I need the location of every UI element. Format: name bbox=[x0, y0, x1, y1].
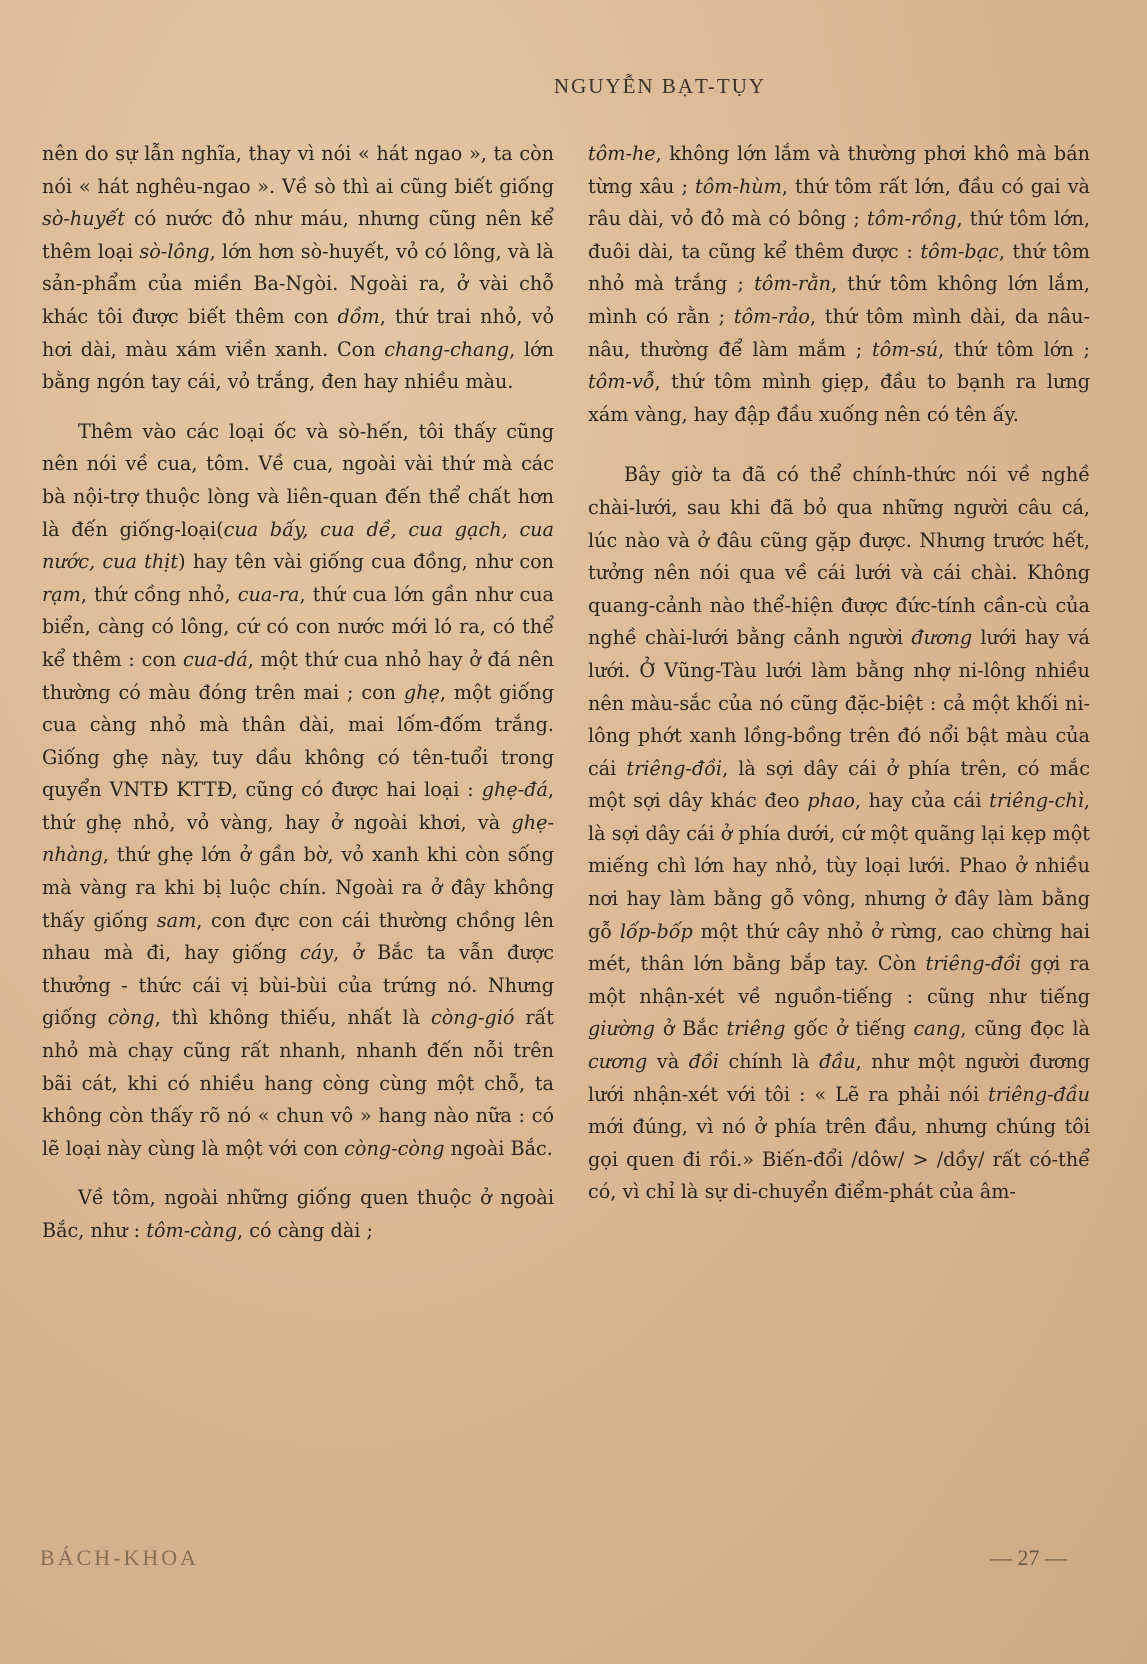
magazine-footer: BÁCH-KHOA bbox=[40, 1545, 199, 1570]
left-paragraph-2: Thêm vào các loại ốc và sò-hến, tôi thấy cũng nên nói về cua, tôm. Về cua, ngoài vài thứ mà các bà nội-trợ thuộc lòng và liên-quan đến thể chất hơn là đến giống-loại(cua bấy, cua dề, cua gạch, cua nước, cua thịt) hay tên vài giống cua đồng, như con rạm, thứ cồng nhỏ, cua-ra, thứ cua lớn gần như cua biển, càng có lông, cứ có con nước mới ló ra, có thể kể thêm : con cua-dá, một thứ cua nhỏ hay ở đá nên thường có màu đóng trên mai ; con ghẹ, một giống cua càng nhỏ mà thân dài, mai lốm-đốm trắng. Giống ghẹ này, tuy dầu không có tên-tuổi trong quyển VNTĐ KTTĐ, cũng có được hai loại : ghẹ-đá, thứ ghẹ nhỏ, vỏ vàng, hay ở ngoài khơi, và ghẹ-nhàng, thứ ghẹ lớn ở gần bờ, vỏ xanh khi còn sống mà vàng ra khi bị luộc chín. Ngoài ra ở đây không thấy giống sam, con đực con cái thường chồng lên nhau mà đi, hay giống cáy, ở Bắc ta vẫn được thưởng - thức cái vị bùi-bùi của trứng nó. Nhưng giống còng, thì không thiếu, nhất là còng-gió rất nhỏ mà chạy cũng rất nhanh, nhanh đến nỗi trên bãi cát, khi có nhiều hang còng cùng một chỗ, ta không còn thấy rõ nó « chun vô » hang nào nữa : có lẽ loại này cùng là một với con còng-còng ngoài Bắc. bbox=[42, 419, 554, 1160]
right-paragraph-2: Bây giờ ta đã có thể chính-thức nói về nghề chài-lưới, sau khi đã bỏ qua những người câu cá, lúc nào và ở đâu cũng gặp được. Nhưng trước hết, tưởng nên nói qua về cái lưới và cái chài. Không quang-cảnh nào thể-hiện được đức-tính cần-cù của nghề chài-lưới bằng cảnh người đương lưới hay vá lưới. Ở Vũng-Tàu lưới làm bằng nhợ ni-lông nhiều nên màu-sắc của nó cũng đặc-biệt : cả một khối ni-lông phớt xanh lồng-bồng trên đó nổi bật màu của cái triêng-đồi, là sợi dây cái ở phía trên, có mắc một sợi dây khác đeo phao, hay của cái triêng-chì, là sợi dây cái ở phía dưới, cứ một quãng lại kẹp một miếng chì lớn hay nhỏ, tùy loại lưới. Phao ở nhiều nơi hay làm bằng gỗ vông, nhưng ở đây làm bằng gỗ lốp-bốp một thứ cây nhỏ ở rừng, cao chừng hai mét, thân lớn bằng bắp tay. Còn triêng-đồi gợi ra một nhận-xét về nguồn-tiếng : cũng như tiếng giường ở Bắc triêng gốc ở tiếng cang, cũng đọc là cương và đồi chính là đầu, như một người đương lưới nhận-xét với tôi : « Lẽ ra phải nói triêng-đầu mới đúng, vì nó ở phía trên đầu, nhưng chúng tôi gọi quen đi rồi.» Biến-đổi /dôw/ > /dồy/ rất có-thể có, vì chỉ là sự di-chuyển điểm-phát của âm- bbox=[588, 463, 1091, 1204]
left-paragraph-3: Về tôm, ngoài những giống quen thuộc ở ngoài Bắc, như : tôm-càng, có càng dài ; bbox=[42, 1186, 554, 1242]
page-number: — 27 — bbox=[990, 1545, 1067, 1570]
right-column bbox=[588, 138, 1090, 1209]
left-paragraph-1: nên do sự lẫn nghĩa, thay vì nói « hát ngao », ta còn nói « hát nghêu-ngao ». Về sò thì ai cũng biết giống sò-huyết có nước đỏ như máu, nhưng cũng nên kể thêm loại sò-lông, lớn hơn sò-huyết, vỏ có lông, và là sản-phẩm của miền Ba-Ngòi. Ngoài ra, ở vài chỗ khác tôi được biết thêm con dồm, thứ trai nhỏ, vỏ hơi dài, màu xám viền xanh. Con chang-chang, lớn bằng ngón tay cái, vỏ trắng, đen hay nhiều màu. bbox=[42, 142, 555, 394]
right-paragraph-1: tôm-he, không lớn lắm và thường phơi khô mà bán từng xâu ; tôm-hùm, thứ tôm rất lớn, đầu có gai và râu dài, vỏ đỏ mà có bông ; tôm-rồng, thứ tôm lớn, đuôi dài, ta cũng kể thêm được : tôm-bạc, thứ tôm nhỏ mà trắng ; tôm-rằn, thứ tôm không lớn lắm, mình có rằn ; tôm-rảo, thứ tôm mình dài, da nâu-nâu, thường để làm mắm ; tôm-sú, thứ tôm lớn ; tôm-vỗ, thứ tôm mình giẹp, đầu to bạnh ra lưng xám vàng, hay đập đầu xuống nên có tên ấy. bbox=[588, 142, 1090, 426]
running-header: NGUYỄN BẠT-TỤY bbox=[553, 74, 767, 98]
left-column bbox=[42, 138, 554, 1248]
